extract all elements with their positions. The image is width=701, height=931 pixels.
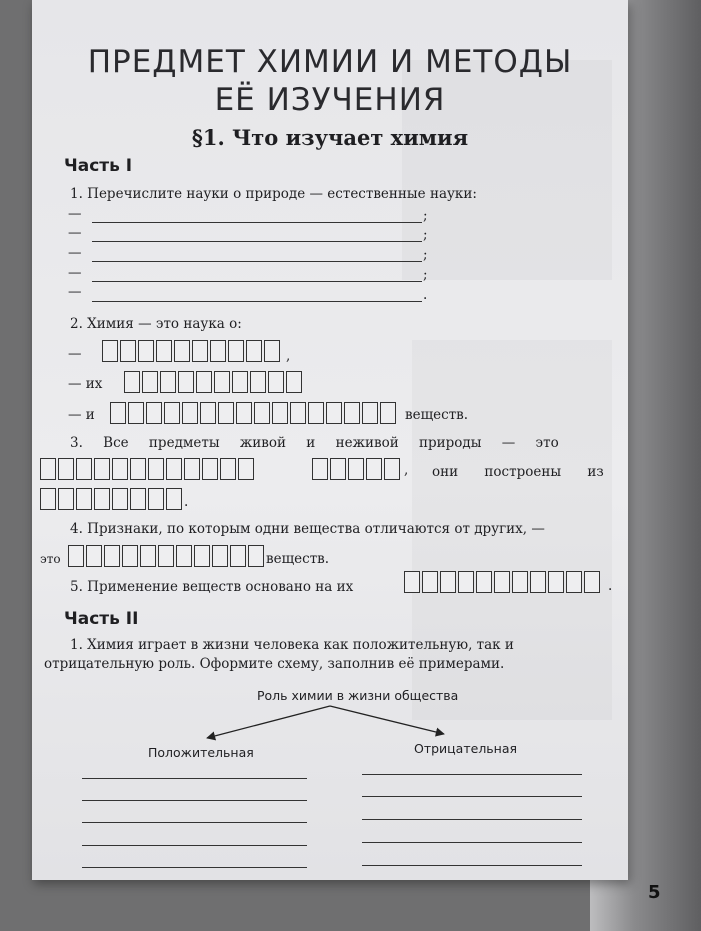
schema-left-line-1[interactable]: [82, 778, 307, 779]
paragraph-title: §1. Что изучает химия: [191, 125, 469, 150]
chapter-title-line2: ЕЁ ИЗУЧЕНИЯ: [214, 82, 446, 118]
chapter-title-line1: ПРЕДМЕТ ХИМИИ И МЕТОДЫ: [87, 44, 573, 80]
q1-semicolon: ;: [423, 247, 428, 263]
arrow-left: [207, 706, 330, 738]
q3-period: .: [184, 494, 189, 510]
schema-right-line-4[interactable]: [362, 842, 582, 843]
schema-left-line-4[interactable]: [82, 845, 307, 846]
q1-dash: —: [68, 206, 82, 222]
schema-root-label: Роль химии в жизни общества: [257, 688, 459, 703]
q2-line3-suffix: веществ.: [405, 407, 469, 423]
q1-text: 1. Перечислите науки о природе — естественные науки:: [70, 186, 477, 202]
part2-q1-line1: 1. Химия играет в жизни человека как положительную, так и: [70, 637, 514, 653]
q2-line1-suffix: ,: [286, 348, 291, 364]
q3-line1: 3. Все предметы живой и неживой природы — это: [70, 435, 559, 451]
schema-left-line-3[interactable]: [82, 822, 307, 823]
workbook-page: [32, 0, 628, 880]
arrow-right: [330, 706, 444, 734]
q5-text: 5. Применение веществ основано на их: [70, 579, 354, 595]
schema-right-line-1[interactable]: [362, 774, 582, 775]
schema-left-line-5[interactable]: [82, 867, 307, 868]
schema-right-line-5[interactable]: [362, 865, 582, 866]
schema-left-label: Положительная: [148, 745, 254, 760]
q2-line1-prefix: —: [68, 346, 82, 362]
part2-q1-line2: отрицательную роль. Оформите схему, заполнив её примерами.: [44, 656, 505, 672]
schema-left-line-2[interactable]: [82, 800, 307, 801]
q4-line1: 4. Признаки, по которым одни вещества отличаются от других, —: [70, 521, 545, 537]
q5-period: .: [608, 578, 613, 594]
part2-heading: Часть II: [64, 609, 139, 629]
q1-dash: —: [68, 225, 82, 241]
page-number: 5: [648, 882, 661, 903]
schema-right-label: Отрицательная: [414, 741, 518, 756]
schema-right-line-3[interactable]: [362, 819, 582, 820]
q1-semicolon: ;: [423, 208, 428, 224]
q1-semicolon: ;: [423, 227, 428, 243]
q3-comma: ,: [404, 462, 409, 478]
schema-right-line-2[interactable]: [362, 796, 582, 797]
q1-dash: —: [68, 265, 82, 281]
q2-line2-prefix: — их: [68, 376, 103, 392]
part1-heading: Часть I: [64, 156, 133, 176]
q1-period: .: [423, 287, 428, 303]
q4-suffix: веществ.: [266, 551, 330, 567]
schema-arrows: [32, 0, 628, 880]
q2-text: 2. Химия — это наука о:: [70, 316, 242, 332]
q4-prefix: это: [40, 552, 61, 566]
q2-line3-prefix: — и: [68, 407, 95, 423]
q1-dash: —: [68, 284, 82, 300]
q1-dash: —: [68, 245, 82, 261]
q1-semicolon: ;: [423, 267, 428, 283]
q3-mid-text: они построены из: [432, 464, 604, 480]
